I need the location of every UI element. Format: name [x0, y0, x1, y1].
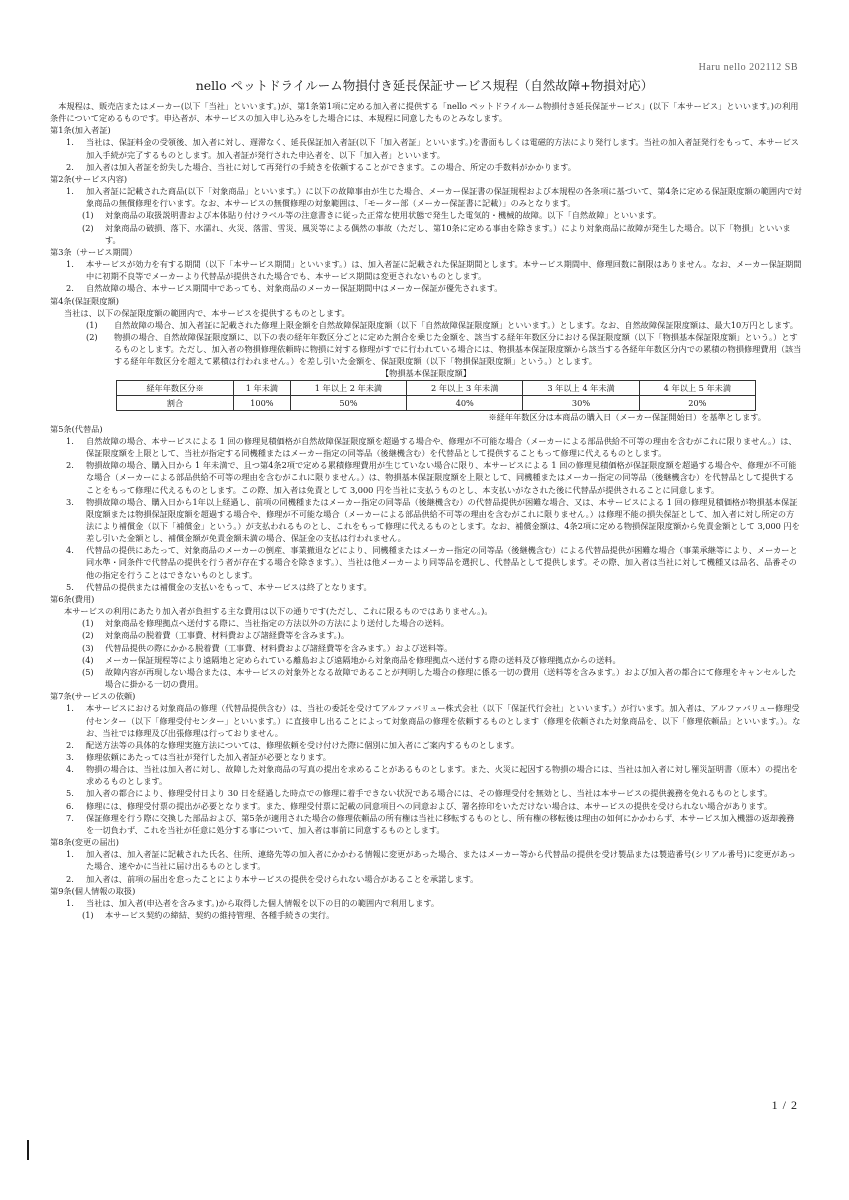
- article-6-lead: 本サービスの利用にあたり加入者が負担する主な費用は以下の通りです(ただし、これに限るものではありません。)。: [64, 606, 493, 617]
- article-2-item-1: 1. 加入者証に記載された商品(以下「対象商品」といいます。）に以下の故障事由が生じた場合、メーカー保証書の保証規程および本規程の各条項に基づいて、第4条に定める保証限度額の範囲内で対象商品の無償修理を行います。なお、本サービスの無償修理の対象範囲は、「モーター部（メーカー保証書に記載）」のみとなります。: [66, 186, 802, 209]
- table-cell: 50%: [290, 395, 406, 410]
- table-header-cell: 経年年数区分※: [117, 380, 234, 395]
- article-5-item-2: 2. 物損故障の場合、購入日から 1 年未満で、且つ第4条2項で定める累積修理費用が生じていない場合に限り、本サービスによる 1 回の修理見積価格が保証限度額を超過する場合や、修理が不可能な場合（メーカーによる部品供給不可等の理由を含むがこれに限りません。）は、物損基本保証限度額を上限として、同機種またはメーカー指定の同等品（後継機含む）を代替品として提供することをもって修理に代えるものとします。この際、加入者は免責として 3,000 円を当社に支払うものとし、本支払いがなされた後に代替品が提供されることに同意します。: [66, 460, 797, 495]
- limit-table-caption: 【物損基本保証限度額】: [380, 368, 472, 379]
- intro-paragraph: 本規程は、販売店またはメーカー(以下「当社」といいます。)が、第1条第1項に定める加入者に提供する「nello ペットドライルーム物損付き延長保証サービス」(以下「本サービス」といいます。)の利用条件について定めるものです。申込者が、本サービスの加入申し込みをした場合には、本規程に同意したものとみなします。: [50, 101, 799, 124]
- article-2-sub-2: (2) 対象商品の破損、落下、水濡れ、火災、落雷、雪災、風災等による偶然の事故（ただし、第10条に定める事由を除きます。）により対象商品に故障が発生した場合。以下「物損」といいます。: [82, 222, 791, 245]
- article-3-heading: 第3条（サービス期間）: [50, 246, 138, 257]
- article-5-item-3: 3. 物損故障の場合、購入日から1年以上経過し、前項の同機種またはメーカー指定の同等品（後継機含む）の代替品提供が困難な場合、又は、本サービスによる 1 回の修理見積価格が物損基本保証限度額または物損保証限度額を超過する場合や、修理が不可能な場合（メーカーによる部品供給不可等の理由を含むがこれに限りません。）は修理不能の損失保証として、加入者に対し所定の方法により補償金（以下「補償金」という。）が支払われるものとし、これをもって修理に代えるものとします。なお、補償金額は、4条2項に定める物損保証限度額から免責金額として 3,000 円を差し引いた金額とし、補償金額が免責金額未満の場合、保証金の支払は行われません。: [66, 496, 800, 544]
- article-7-item-3: 3. 修理依頼にあたっては当社が発行した加入者証が必要となります。: [66, 751, 331, 762]
- article-2-sub-1: (1) 対象商品の取扱説明書および本体貼り付けラベル等の注意書きに従った正常な使用状態で発生した電気的・機械的故障。以下「自然故障」といいます。: [82, 210, 662, 221]
- article-5-heading: 第5条(代替品): [50, 423, 103, 434]
- limit-table-row: [117, 395, 756, 410]
- article-9-sub-1: (1) 本サービス契約の締結、契約の維持管理、各種手続きの実行。: [82, 910, 335, 920]
- article-9-item-1: 1. 当社は、加入者(申込者を含みます。)から取得した個人情報を以下の目的の範囲内で利用します。: [66, 897, 440, 908]
- article-6-sub-4: (4) メーカー保証規程等により遠隔地と定められている離島および遠隔地から対象商品を修理拠点へ送付する際の送料及び修理拠点からの送料。: [82, 654, 621, 665]
- article-7-item-7: 7. 保証修理を行う際に交換した部品および、第5条が適用された場合の修理依頼品の所有権は当社に移転するものとし、所有権の移転後は理由の如何にかかわらず、本サービス加入機器の返却義務を一切負わず、これを当社が任意に処分する事について、加入者は事前に同意するものとします。: [66, 812, 795, 835]
- article-7-item-5: 5. 加入者の都合により、修理受付日より 30 日を経過した時点での修理に着手できない状況である場合には、その修理受付を無効とし、当社は本サービスの提供義務を免れるものとします。: [66, 788, 773, 799]
- limit-table-note: ※経年年数区分は本商品の購入日（メーカー保証開始日）を基準とします。: [488, 411, 766, 422]
- article-6-heading: 第6条(費用): [50, 593, 95, 604]
- article-4-sub-2: (2) 物損の場合、自然故障保証限度額に、以下の表の経年年数区分ごとに定めた割合を乗じた金額を、該当する経年年数区分における保証限度額（以下「物損基本保証限度額」という。）とするものとします。ただし、加入者の物損修理依頼時に物損に対する修理がすでに行われている場合には、物損基本保証限度額から該当する各経年年数区分内での累積の物損修理費用（該当する経年年数区分を超えて累積は行われません。）を差し引いた金額を、保証限度額（以下「物損保証限度額」という。）とします。: [86, 331, 802, 367]
- document-title: nello ペットドライルーム物損付き延長保証サービス規程（自然故障+物損対応）: [195, 78, 654, 93]
- limit-table-header-row: [117, 380, 756, 395]
- article-7-item-2: 2. 配送方法等の具体的な修理実施方法については、修理依頼を受け付けた際に個別に加入者にご案内するものとします。: [66, 739, 520, 750]
- table-header-cell: 4 年以上 5 年未満: [639, 380, 755, 395]
- article-1-item-1: 1. 当社は、保証料金の受領後、加入者に対し、遅滞なく、延長保証加入者証(以下「加入者証」といいます。)を書面もしくは電磁的方法により発行します。当社の加入者証発行をもって、本サービス加入手続が完了するものとします。加入者証が発行された申込者を、以下「加入者」といいます。: [66, 137, 799, 160]
- article-5-item-4: 4. 代替品の提供にあたって、対象商品のメーカーの倒産、事業撤退などにより、同機種またはメーカー指定の同等品（後継機含む）による代替品提供が困難な場合（事業承継等により、メーカーと同水準・同条件で代替品の提供を行う者が存在する場合を除きます。）、当社は他メーカーより同等品を選択し、代替品として提供します。その際、加入者は当社に対して機種又は品名、品番その他の指定を行うことはできないものとします。: [66, 545, 798, 580]
- table-header-cell: 2 年以上 3 年未満: [407, 380, 523, 395]
- table-cell: 割合: [117, 395, 234, 410]
- article-5-item-5: 5. 代替品の提供または補償金の支払いをもって、本サービスは終了となります。: [66, 581, 372, 592]
- article-7-heading: 第7条(サービスの依頼): [50, 691, 136, 702]
- article-3-item-2: 2. 自然故障の場合、本サービス期間中であっても、対象商品のメーカー保証期間中はメーカー保証が優先されます。: [66, 283, 503, 294]
- table-cell: 20%: [639, 395, 755, 410]
- article-6-sub-1: (1) 対象商品を修理拠点へ送付する際に、当社指定の方法以外の方法により送付した場合の送料。: [82, 618, 449, 629]
- article-4-sub-1: (1) 自然故障の場合、加入者証に記載された修理上限金額を自然故障保証限度額（以下「自然故障保証限度額」といいます。）とします。なお、自然故障保証限度額は、最大10万円とします。: [86, 319, 798, 330]
- limit-table: [116, 380, 756, 411]
- page-number: 1 / 2: [771, 1098, 798, 1112]
- article-9-heading: 第9条(個人情報の取扱): [50, 885, 136, 896]
- article-7-item-4: 4. 物損の場合は、当社は加入者に対し、故障した対象商品の写真の提出を求めることがあるものとします。また、火災に起因する物損の場合には、当社は加入者に対し罹災証明書（原本）の提出を求めるものとします。: [66, 764, 798, 787]
- article-8-item-2: 2. 加入者は、前項の届出を怠ったことにより本サービスの提供を受けられない場合があることを承諾します。: [66, 873, 479, 884]
- article-4-heading: 第4条(保証限度額): [50, 295, 119, 306]
- article-7-item-1: 1. 本サービスにおける対象商品の修理（代替品提供含む）は、当社の委託を受けてアルファバリュー株式会社（以下「保証代行会社」といいます。）が行います。加入者は、アルファバリュー修理受付センター（以下「修理受付センター」といいます。）に直接申し出ることによって対象商品の修理を依頼するものとします（修理を依頼された対象商品を、以下「修理依頼品」といいます。）。なお、当社では修理及び出張修理は行っておりません。: [66, 703, 801, 738]
- article-2-heading: 第2条(サービス内容): [50, 173, 128, 184]
- table-header-cell: 1 年未満: [234, 380, 291, 395]
- article-7-item-6: 6. 修理には、修理受付票の提出が必要となります。また、修理受付票に記載の同意項目への同意および、署名捺印をいただけない場合は、本サービスの提供を受けられない場合があります。: [66, 800, 773, 811]
- margin-mark: [27, 1140, 29, 1160]
- article-6-sub-5: (5) 故障内容が再現しない場合または、本サービスの対象外となる故障であることが判明した場合の修理に係る一切の費用（送料等を含みます。）および加入者の都合にて修理をキャンセルした場合に掛かる一切の費用。: [82, 666, 797, 690]
- article-1-item-2: 2. 加入者は加入者証を紛失した場合、当社に対して再発行の手続きを依頼することができます。この場合、所定の手数料がかかります。: [66, 161, 576, 172]
- table-cell: 40%: [407, 395, 523, 410]
- table-header-cell: 3 年以上 4 年未満: [523, 380, 639, 395]
- article-3-item-1: 1. 本サービスが効力を有する期間（以下「本サービス期間」といいます。）は、加入者証に記載された保証期間とします。本サービス期間中、修理回数に制限はありません。なお、メーカー保証期間中に初期不良等でメーカーより代替品が提供された場合でも、本サービス期間は変更されないものとします。: [66, 259, 802, 282]
- table-cell: 100%: [234, 395, 291, 410]
- article-6-sub-2: (2) 対象商品の脱着費（工事費、材料費および諸経費等を含みます。)。: [82, 630, 350, 641]
- table-cell: 30%: [523, 395, 639, 410]
- document-code: Haru nello 202112 SB: [698, 62, 798, 73]
- article-1-heading: 第1条(加入者証): [50, 125, 111, 136]
- article-8-item-1: 1. 加入者は、加入者証に記載された氏名、住所、連絡先等の加入者にかかわる情報に変更があった場合、またはメーカー等から代替品の提供を受け製品または製造番号(シリアル番号)に変更があった場合、速やかに当社に届け出るものとします。: [66, 849, 796, 872]
- article-4-lead: 当社は、以下の保証限度額の範囲内で、本サービスを提供するものとします。: [64, 307, 350, 318]
- article-5-item-1: 1. 自然故障の場合、本サービスによる 1 回の修理見積価格が自然故障保証限度額を超過する場合や、修理が不可能な場合（メーカーによる部品供給不可等の理由を含むがこれに限りません。）は、保証限度額を上限として、当社が指定する同機種またはメーカー指定の同等品（後継機含む）を代替品として提供することもって修理に代えるものとします。: [66, 435, 797, 459]
- article-8-heading: 第8条(変更の届出): [50, 837, 119, 848]
- table-header-cell: 1 年以上 2 年未満: [290, 380, 406, 395]
- article-6-sub-3: (3) 代替品提供の際にかかる脱着費（工事費、材料費および諸経費等を含みます。）および送料等。: [82, 642, 453, 653]
- document-body: [50, 100, 802, 921]
